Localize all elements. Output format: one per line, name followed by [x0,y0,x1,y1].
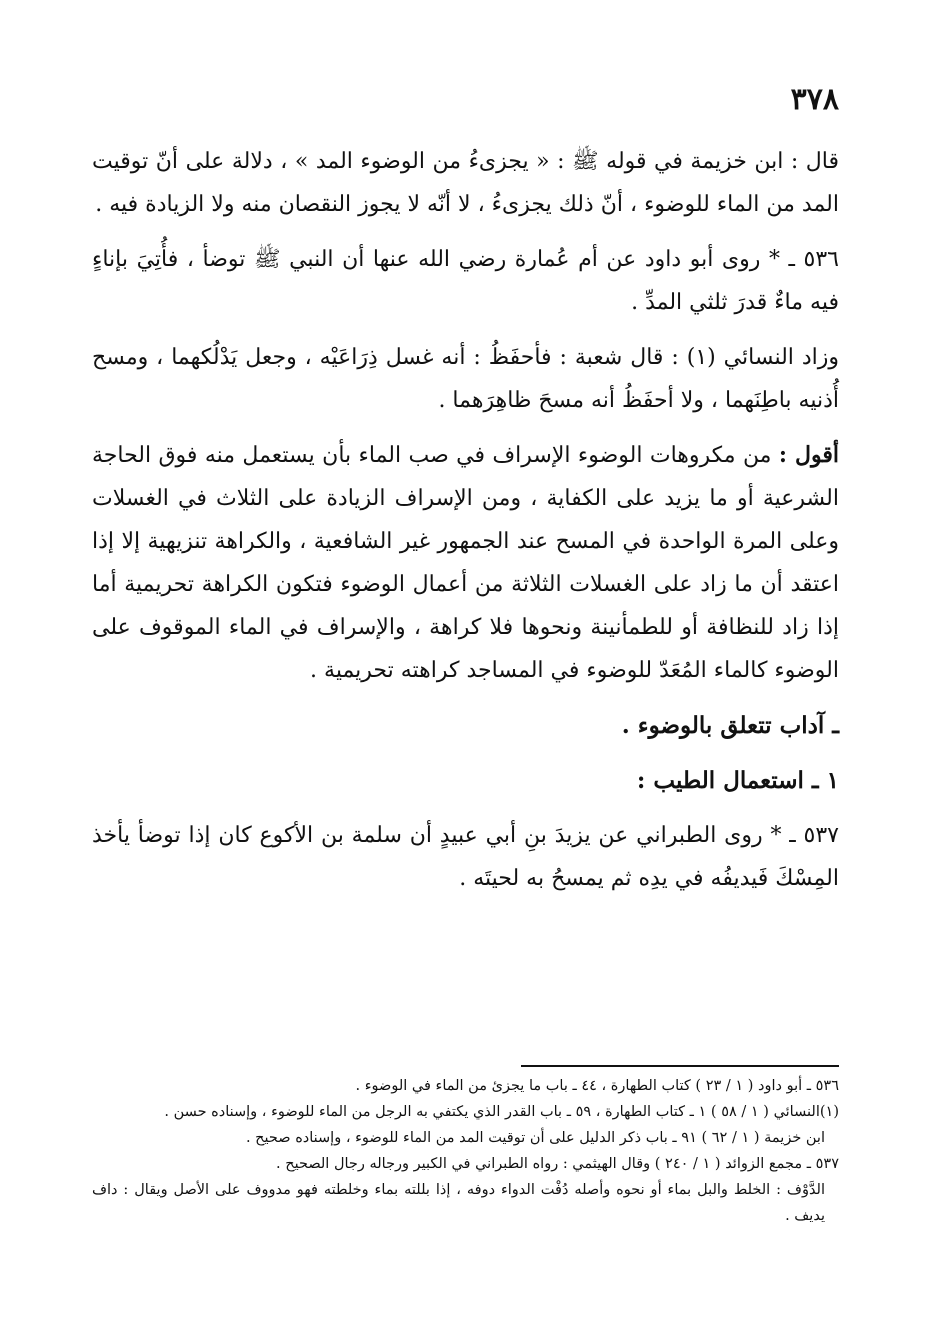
paragraph-nasai-addition: وزاد النسائي (١) : قال شعبة : فأحفَظُ : أنه غسل ذِرَاعَيْه ، وجعل يَدْلُكهما ، ومسح أُذنيه باطِنَهما ، ولا أحفَظُ أنه مسحَ ظاهِرَهما . [92,345,839,413]
paragraph-hadith-537: ٥٣٧ ـ * روى الطبراني عن يزيدَ بنِ أبي عبيدٍ أن سلمة بن الأكوع كان إذا توضأ يأخذ المِسْكَ فَيديفُه في يدِه ثم يمسحُ به لحيتَه . [92,823,839,891]
subheading-perfume: ١ ـ استعمال الطيب : [636,767,839,794]
paragraph-ibn-khuzayma: قال : ابن خزيمة في قوله ﷺ : « يجزىءُ من الوضوء المد » ، دلالة على أنّ توقيت المد من الماء للوضوء ، أنّ ذلك يجزىءُ ، لا أنّه لا يجوز النقصان منه ولا الزيادة فيه . [92,149,839,217]
footnote-ibn-khuzayma: ابن خزيمة ( ١ / ٦٢ ) ٩١ ـ باب ذكر الدليل على أن توقيت المد من الماء للوضوء ، وإسناده صحيح . [245,1130,825,1146]
footnote-537: ٥٣٧ ـ مجمع الزوائد ( ١ / ٢٤٠ ) وقال الهيثمي : رواه الطبراني في الكبير ورجاله رجال الصحيح . [276,1156,839,1172]
page-number: ٣٧٨ [790,82,839,117]
main-text [92,140,839,912]
footnote-536: ٥٣٦ ـ أبو داود ( ١ / ٢٣ ) كتاب الطهارة ، ٤٤ ـ باب ما يجزئ من الماء في الوضوء . [355,1078,839,1094]
footnote-divider [521,1065,839,1067]
paragraph-hadith-536: ٥٣٦ ـ * روى أبو داود عن أم عُمارة رضي الله عنها أن النبي ﷺ توضأ ، فأُتِيَ بإناءٍ فيه ماءٌ قدرَ ثلثي المدِّ . [92,247,839,315]
paragraph-commentary: أقول : من مكروهات الوضوء الإسراف في صب الماء بأن يستعمل منه فوق الحاجة الشرعية أو ما يزيد على الكفاية ، ومن الإسراف الزيادة على الثلاث في الغسلات وعلى المرة الواحدة في المسح عند الجمهور غير الشافعية ، والكراهة تنزيهية إلا إذا اعتقد أن ما زاد على الغسلات الثلاثة من أعمال الوضوء فتكون الكراهة تحريمية أما إذا زاد للنظافة أو للطمأنينة ونحوها فلا كراهة ، والإسراف في الماء الموقوف على الوضوء كالماء المُعَدّ للوضوء في المساجد كراهته تحريمية . [92,442,840,683]
commentary-lead: أقول : [778,442,840,468]
footnote-dawf: الدَّوْف : الخلط والبل بماء أو نحوه وأصله دُفْت الدواء دوفه ، إذا بللته بماء وخلطته فهو مدووف على الأصل ويقال : داف يديف . [92,1182,825,1224]
section-heading-adab: ـ آداب تتعلق بالوضوء . [621,712,839,739]
footnotes [92,1073,839,1229]
footnote-nasai: (١)النسائي ( ١ / ٥٨ ) ١ ـ كتاب الطهارة ، ٥٩ ـ باب القدر الذي يكتفي به الرجل من الماء للوضوء ، وإسناده حسن . [164,1104,839,1120]
